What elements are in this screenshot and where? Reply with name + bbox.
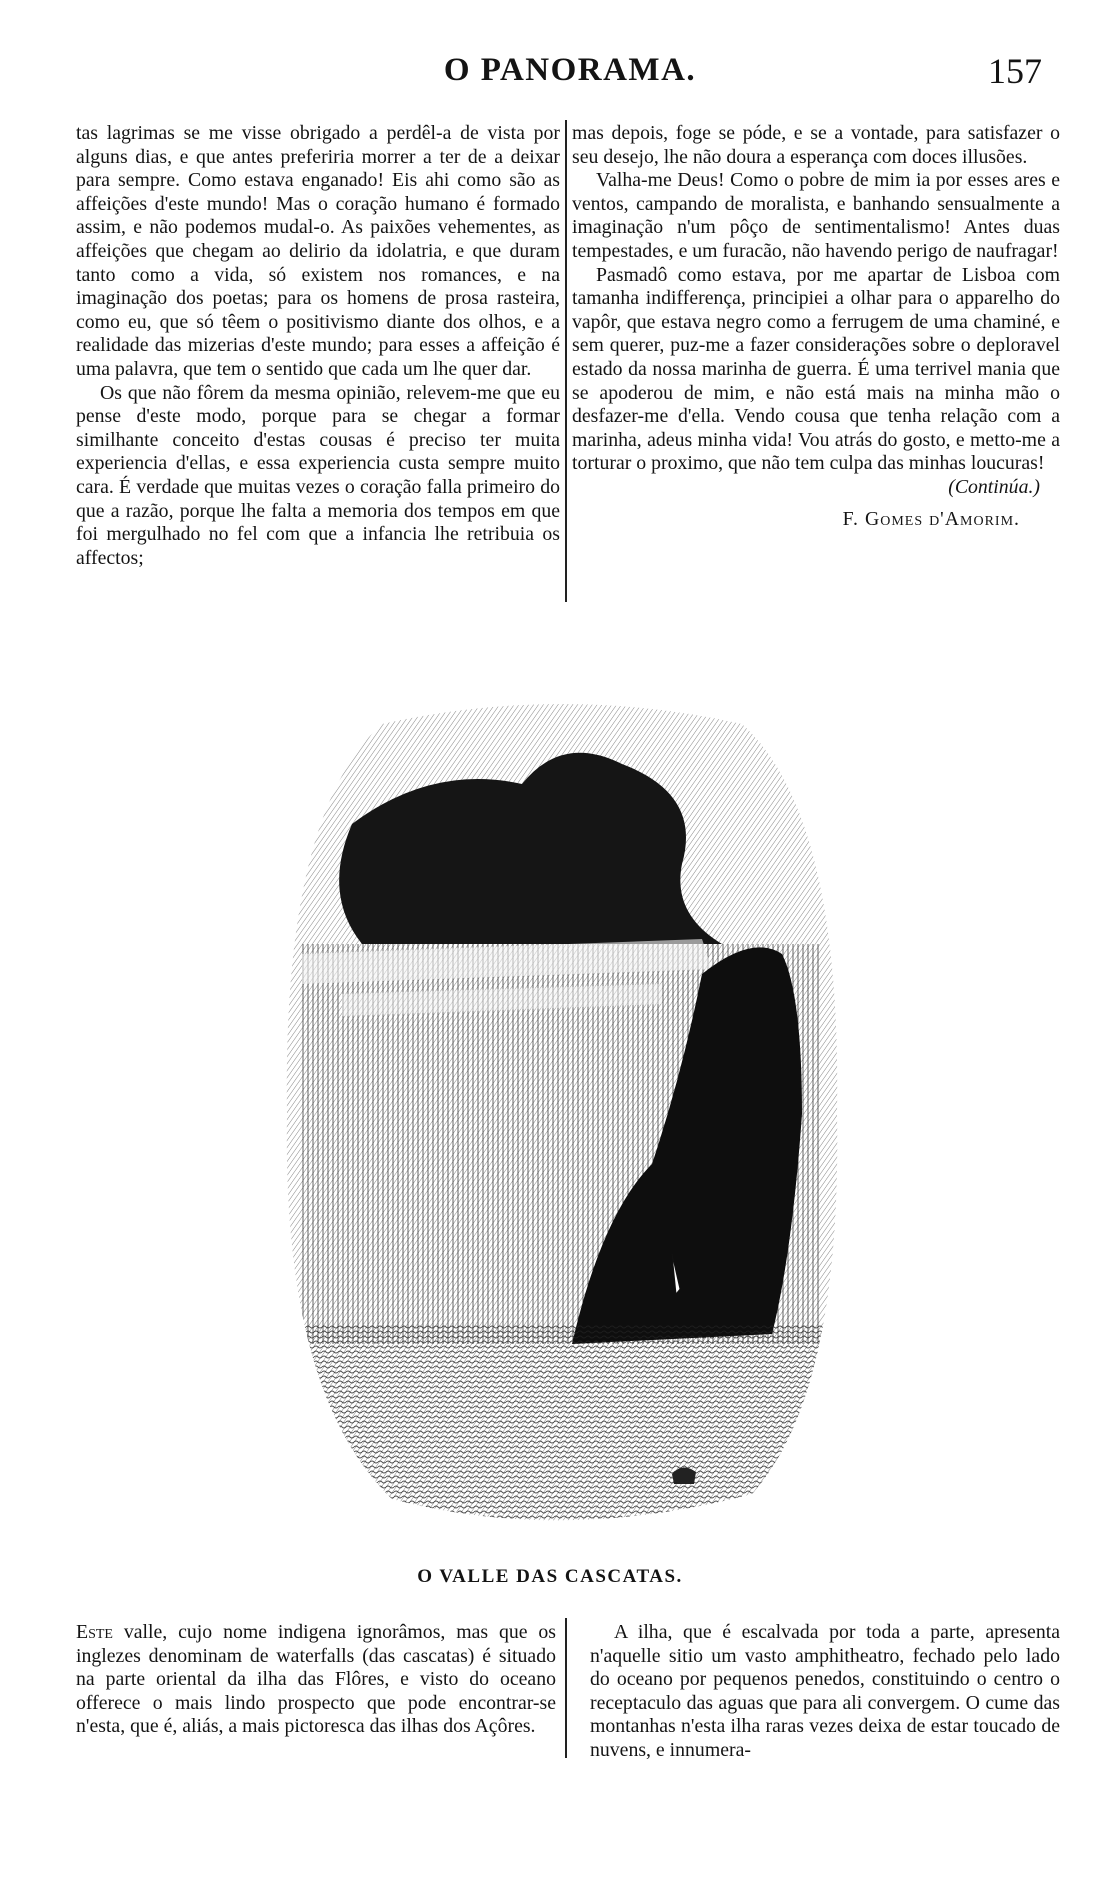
article2-left-column [76,1621,556,1739]
paragraph: Pasmadô como estava, por me apartar de Lisboa com tamanha indifferença, principiei a olhar para o apparelho do vapôr, que estava negro como a ferrugem de uma chaminé, e sem querer, puz-me a fazer considerações sobre o deploravel estado da nossa marinha de guerra. É uma terrivel mania que se apoderou de mim, e não está mais na minha mão o desfazer-me d'ella. Vendo cousa que tenha relação com a marinha, adeus minha vida! Vou atrás do gosto, e metto-me a torturar o proximo, que não tem culpa das minhas loucuras! [572,263,1060,475]
paragraph: A ilha, que é escalvada por toda a parte, apresenta n'aquelle sitio um vasto amphitheatro, fechado pelo lado do oceano por pequenos penedos, constituindo o centro o receptaculo das aguas que para ali convergem. O cume das montanhas n'esta ilha raras vezes deixa de estar toucado de nuvens, e innumera- [590,1621,1060,1761]
illustration-caption: O VALLE DAS CASCATAS. [417,1566,683,1587]
article-left-column [76,122,560,570]
article2-right-column [590,1621,1060,1763]
paragraph: valle, cujo nome indigena ignorâmos, mas que os inglezes denominam de waterfalls (das cascatas) é situado na parte oriental da ilha das Flôres, e visto do oceano offerece o mais lindo prospecto que pode encontrar-se n'esta, que é, aliás, a mais pictoresca das ilhas dos Açôres. [76,1621,556,1738]
column-divider [565,120,567,602]
sea-waves [282,1324,842,1530]
column-divider [565,1618,567,1758]
page-number: 157 [988,51,1042,91]
paragraph: mas depois, foge se póde, e se a vontade, para satisfazer o seu desejo, lhe não doura a esperança com doces illusões. [572,122,1060,168]
article-right-column [572,122,1060,531]
paragraph: tas lagrimas se me visse obrigado a perdêl-a de vista por alguns dias, e que antes preferiria morrer a ter de a deixar para sempre. Como estava enganado! Eis ahi como são as affeições d'este mundo! Mas o coração humano é formado assim, e não podemos mudal-o. As paixões vehementes, as affeições que chegam ao delirio da idolatria, e que duram tanto como a vida, só existem nos romances, e na imaginação dos poetas; para os homens de prosa rasteira, como eu, que só têem o positivismo diante dos olhos, e a realidade das mizerias d'este mundo; para esses a affeição é uma palavra, que tem o sentido que cada um lhe quer dar. [76,122,560,380]
continuation-note: (Continúa.) [948,475,1040,498]
paragraph: Valha-me Deus! Como o pobre de mim ia por esses ares e ventos, campando de moralista, e banhando sensualmente a imaginação n'um pôço de sentimentalismo! Antes duas tempestades, e um furacão, não havendo perigo de naufragar! [572,169,1060,262]
paragraph: Os que não fôrem da mesma opinião, relevem-me que eu pense d'este modo, porque para se chegar a formar similhante conceito d'estas cousas é preciso ter muita experiencia d'ellas, e essa experiencia custa sempre muito cara. É verdade que muitas vezes o coração falla primeiro do que a razão, porque lhe falta a memoria dos tempos em que foi mergulhado no fel com que a infancia lhe retribuia os affectos; [76,381,560,569]
lead-word: Este [76,1621,113,1643]
engraving-illustration [282,694,842,1530]
author-signature: F. Gomes d'Amorim. [842,507,1020,530]
page-title: O PANORAMA. [443,52,697,88]
